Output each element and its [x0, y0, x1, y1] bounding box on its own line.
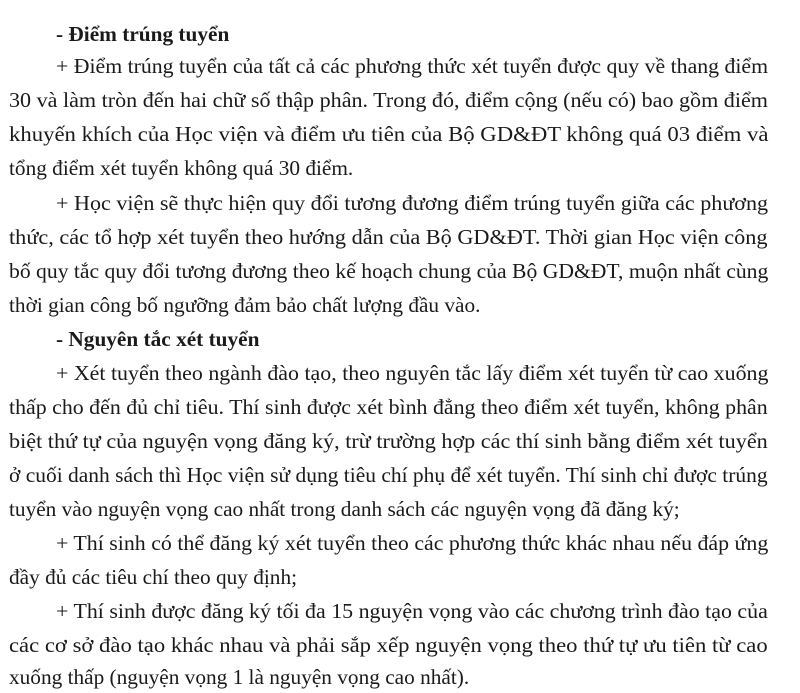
- paragraph-line: bố quy tắc quy đổi tương đương theo kế hoạch chung của Bộ GD&ĐT, muộn nhất cùng: [9, 259, 769, 283]
- paragraph-line: 30 và làm tròn đến hai chữ số thập phân. Trong đó, điểm cộng (nếu có) bao gồm điểm: [9, 88, 768, 112]
- paragraph-line: xuống thấp (nguyện vọng 1 là nguyện vọng cao nhất).: [9, 665, 470, 689]
- paragraph-line: + Điểm trúng tuyển của tất cả các phương thức xét tuyển được quy về thang điểm: [56, 54, 769, 78]
- paragraph-line: + Học viện sẽ thực hiện quy đổi tương đương điểm trúng tuyển giữa các phương: [56, 191, 769, 215]
- paragraph-line: thức, các tổ hợp xét tuyển theo hướng dẫn của Bộ GD&ĐT. Thời gian Học viện công: [9, 225, 768, 249]
- paragraph-line: khuyến khích của Học viện và điểm ưu tiên của Bộ GD&ĐT không quá 03 điểm và: [9, 122, 769, 146]
- paragraph-line: biệt thứ tự của nguyện vọng đăng ký, trừ trường hợp các thí sinh bằng điểm xét tuyển: [9, 429, 768, 453]
- paragraph-line: thời gian công bố ngưỡng đảm bảo chất lượng đầu vào.: [9, 293, 481, 317]
- paragraph-line: các cơ sở đào tạo khác nhau và phải sắp xếp nguyện vọng theo thứ tự ưu tiên từ cao: [9, 633, 768, 657]
- paragraph-line: ở cuối danh sách thì Học viện sử dụng tiêu chí phụ để xét tuyển. Thí sinh chỉ được trúng: [9, 463, 768, 487]
- paragraph-line: + Thí sinh được đăng ký tối đa 15 nguyện vọng vào các chương trình đào tạo của: [56, 599, 768, 623]
- section-heading-nguyen-tac-xet-tuyen: - Nguyên tắc xét tuyển: [56, 327, 260, 351]
- section-heading-diem-trung-tuyen: - Điểm trúng tuyển: [56, 22, 230, 46]
- paragraph-line: thấp cho đến đủ chỉ tiêu. Thí sinh được xét bình đẳng theo điểm xét tuyển, không phân: [9, 395, 768, 419]
- paragraph-line: tuyển vào nguyện vọng cao nhất trong danh sách các nguyện vọng đã đăng ký;: [9, 497, 680, 521]
- paragraph-line: + Thí sinh có thể đăng ký xét tuyển theo các phương thức khác nhau nếu đáp ứng: [56, 531, 769, 555]
- paragraph-line: tổng điểm xét tuyển không quá 30 điểm.: [9, 156, 354, 180]
- paragraph-line: + Xét tuyển theo ngành đào tạo, theo nguyên tắc lấy điểm xét tuyển từ cao xuống: [56, 361, 769, 385]
- paragraph-line: đầy đủ các tiêu chí theo quy định;: [9, 565, 298, 589]
